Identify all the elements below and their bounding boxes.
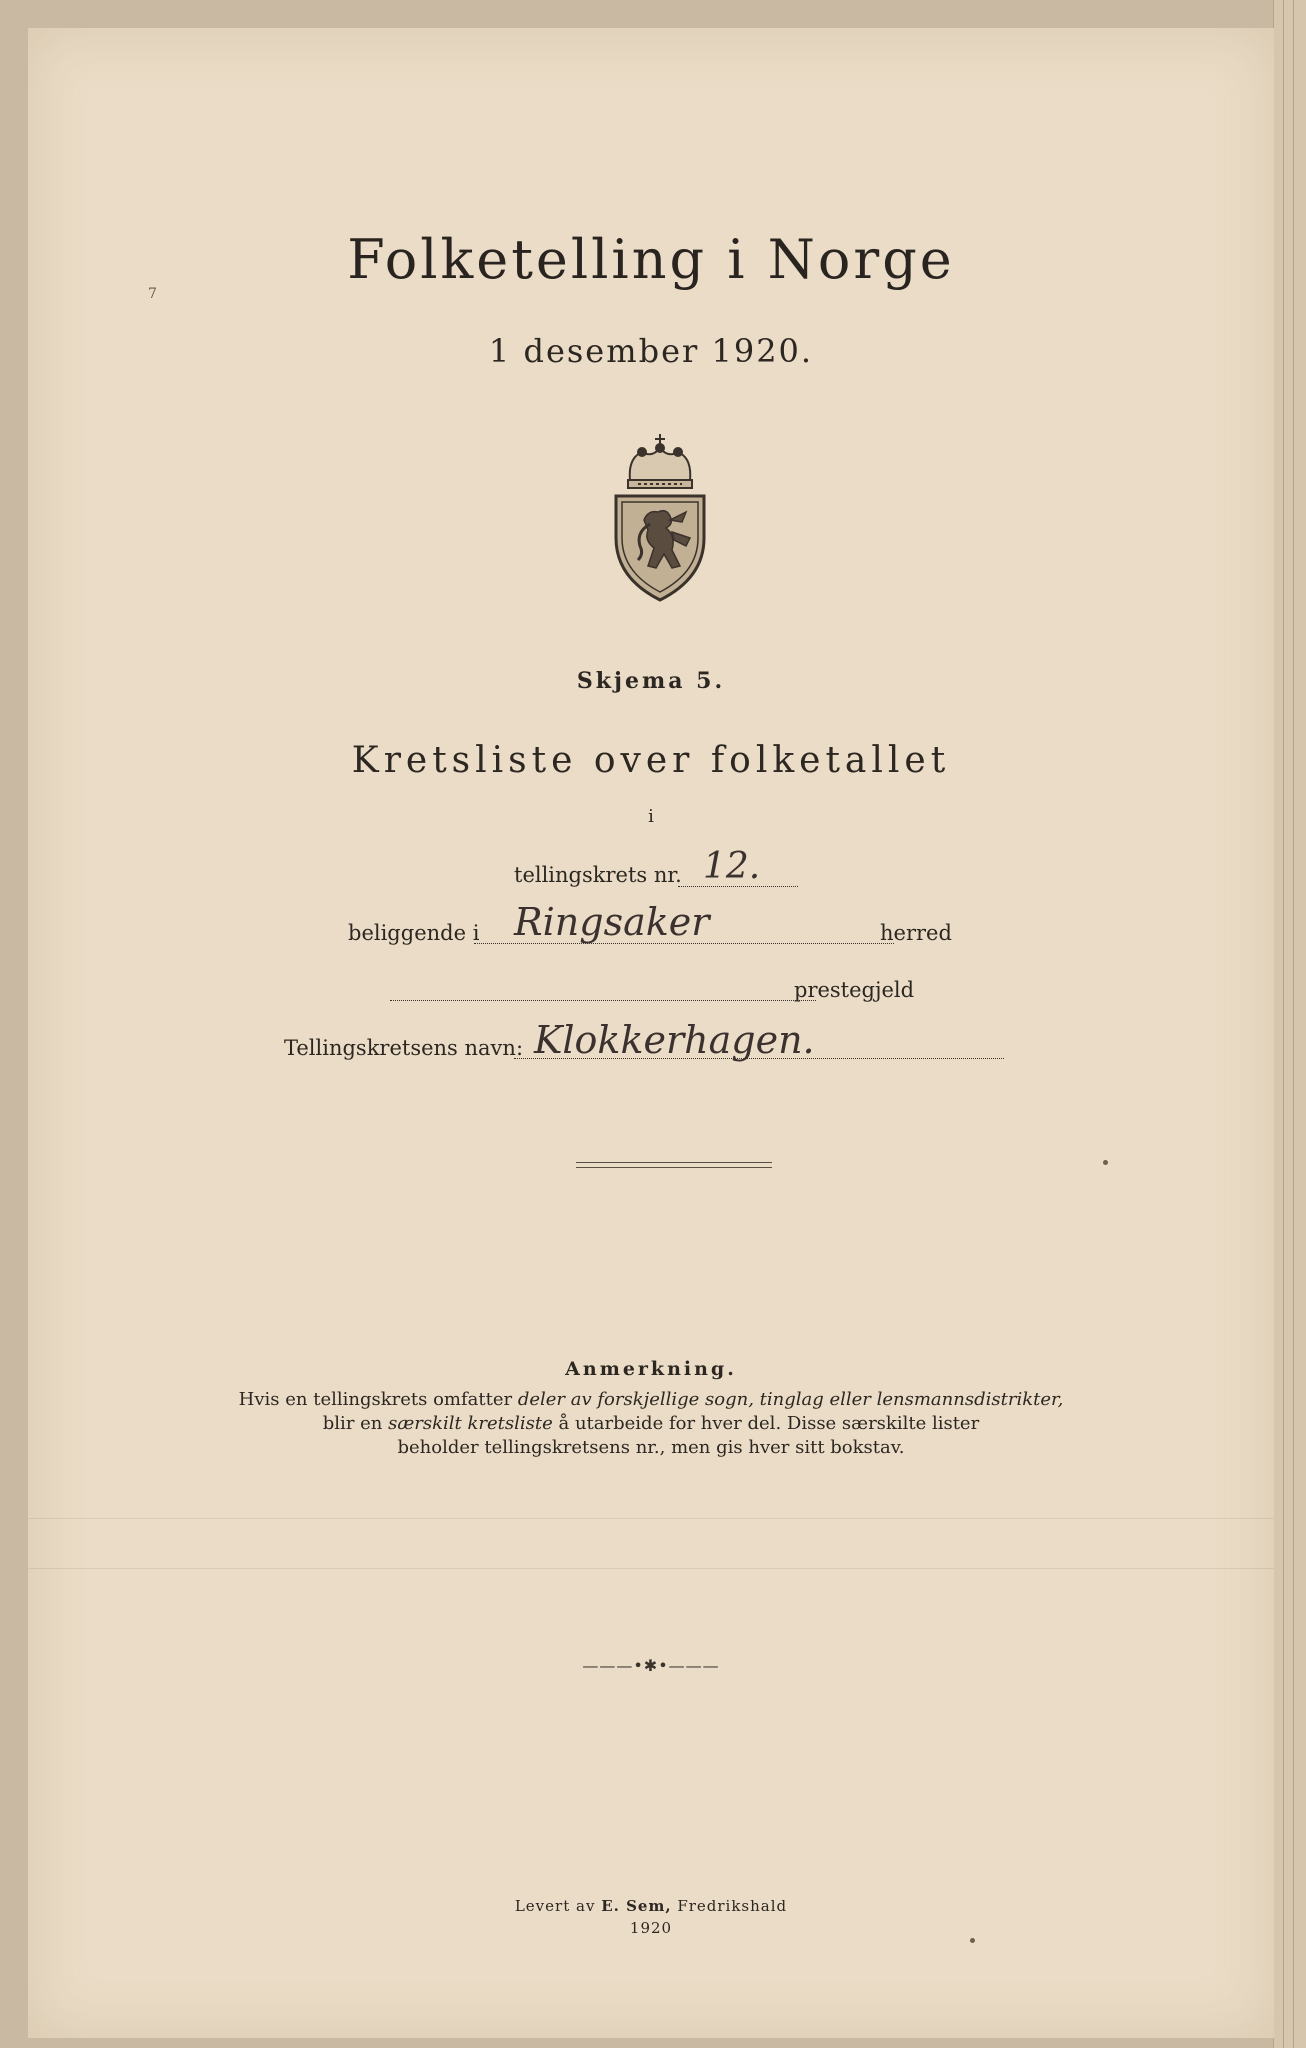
fold-line xyxy=(28,1518,1274,1519)
norwegian-coat-of-arms-icon xyxy=(600,428,720,603)
remark-line-2-italic: særskilt kretsliste xyxy=(388,1413,553,1434)
margin-note: 7 xyxy=(148,286,157,302)
ornament-divider: ———•✱•——— xyxy=(582,1656,720,1675)
remark-line-2-rest: å utarbeide for hver del. Disse særskilte lister xyxy=(552,1413,980,1434)
prestegjeld-line xyxy=(390,1000,816,1001)
remark-heading: Anmerkning. xyxy=(565,1358,737,1380)
remark-text xyxy=(28,1388,1274,1460)
census-date: 1 desember 1920. xyxy=(488,332,814,370)
printer-name: E. Sem, xyxy=(601,1897,672,1915)
paper-speck xyxy=(1103,1160,1108,1165)
remark-line-2 xyxy=(28,1412,1274,1436)
census-form-page xyxy=(28,28,1274,2038)
printer-year: 1920 xyxy=(629,1919,673,1937)
page-edge-line xyxy=(1283,0,1284,2048)
remark-line-1-text: Hvis en tellingskrets omfatter xyxy=(238,1389,518,1410)
page-title: Folketelling i Norge xyxy=(347,228,955,291)
schema-number: Skjema 5. xyxy=(576,668,726,694)
printer-imprint xyxy=(28,1895,1274,1939)
prestegjeld-label: prestegjeld xyxy=(794,978,915,1002)
fold-line xyxy=(28,1568,1274,1569)
paper-speck xyxy=(970,1938,975,1943)
district-name-label: Tellingskretsens navn: xyxy=(284,1036,524,1060)
printer-place: Fredrikshald xyxy=(671,1897,788,1915)
section-divider xyxy=(576,1162,772,1168)
remark-line-1 xyxy=(28,1388,1274,1412)
district-number-value: 12. xyxy=(703,846,761,887)
located-in-value: Ringsaker xyxy=(514,900,710,944)
herred-label: herred xyxy=(880,921,952,945)
district-name-value: Klokkerhagen. xyxy=(534,1018,815,1062)
district-number-label: tellingskrets nr. xyxy=(514,863,682,887)
page-edge-line xyxy=(1293,0,1294,2048)
remark-line-1-italic: deler av forskjellige sogn, tinglag eller lensmannsdistrikter, xyxy=(517,1389,1064,1410)
printer-line xyxy=(28,1895,1274,1917)
preposition-i: i xyxy=(648,806,654,827)
page-edge xyxy=(1273,0,1306,2048)
form-subtitle: Kretsliste over folketallet xyxy=(351,740,951,781)
located-in-label: beliggende i xyxy=(348,921,480,945)
printer-prefix: Levert av xyxy=(514,1897,602,1915)
remark-line-2-text: blir en xyxy=(322,1413,389,1434)
remark-line-3: beholder tellingskretsens nr., men gis hver sitt bokstav. xyxy=(397,1437,905,1458)
